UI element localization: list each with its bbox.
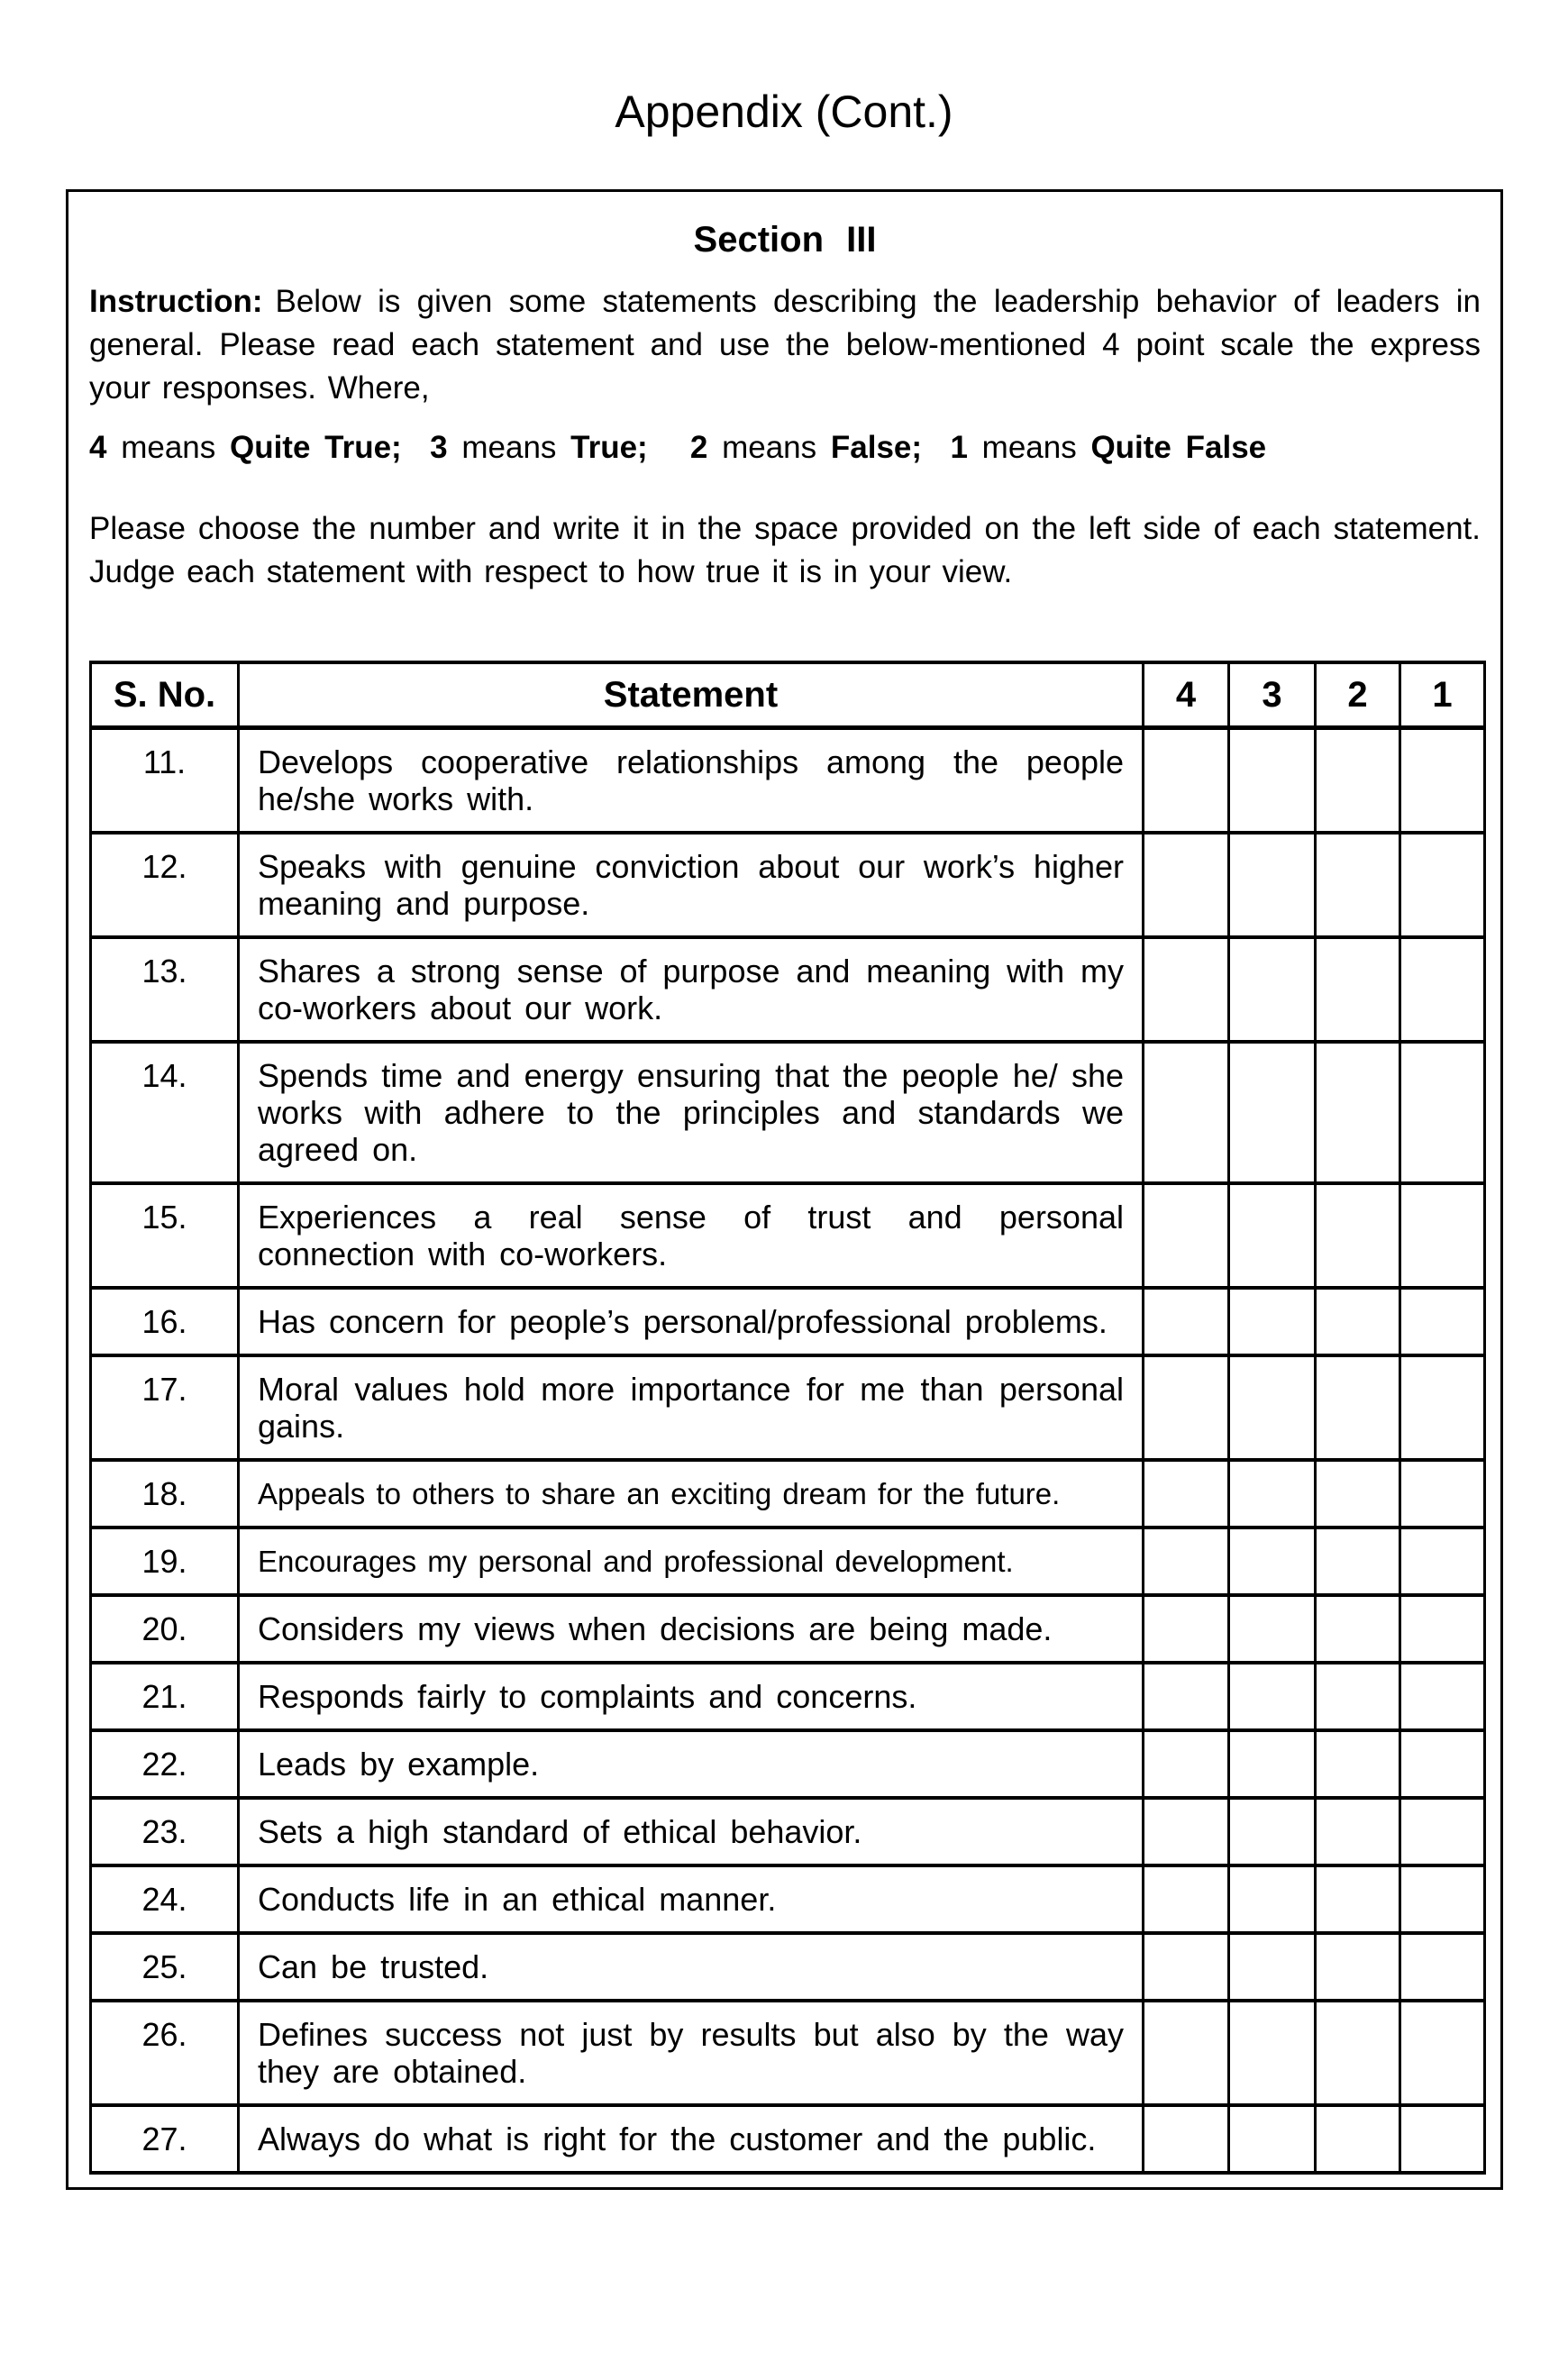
statement-number: 21. bbox=[91, 1663, 239, 1730]
rating-cell-4[interactable] bbox=[1144, 1183, 1229, 1288]
statement-text: Spends time and energy ensuring that the people he/ she works with adhere to the principles and standards we agreed on. bbox=[239, 1042, 1144, 1183]
statement-text: Speaks with genuine conviction about our work’s higher meaning and purpose. bbox=[239, 833, 1144, 937]
rating-cell-4[interactable] bbox=[1144, 1042, 1229, 1183]
table-row bbox=[91, 1042, 1485, 1183]
rating-cell-3[interactable] bbox=[1229, 1798, 1316, 1865]
rating-cell-2[interactable] bbox=[1316, 2001, 1400, 2105]
rating-cell-1[interactable] bbox=[1400, 2001, 1485, 2105]
rating-cell-1[interactable] bbox=[1400, 1730, 1485, 1798]
statement-text: Responds fairly to complaints and concerns. bbox=[239, 1663, 1144, 1730]
statement-number: 19. bbox=[91, 1528, 239, 1595]
statement-number: 12. bbox=[91, 833, 239, 937]
rating-cell-4[interactable] bbox=[1144, 2105, 1229, 2173]
rating-cell-4[interactable] bbox=[1144, 1933, 1229, 2001]
rating-cell-1[interactable] bbox=[1400, 1460, 1485, 1528]
scale-segment: means bbox=[106, 430, 230, 465]
statement-number: 26. bbox=[91, 2001, 239, 2105]
statement-number: 27. bbox=[91, 2105, 239, 2173]
rating-cell-3[interactable] bbox=[1229, 1355, 1316, 1460]
header-rating-4: 4 bbox=[1144, 662, 1229, 728]
rating-cell-1[interactable] bbox=[1400, 1798, 1485, 1865]
page-title: Appendix (Cont.) bbox=[615, 87, 953, 137]
statement-number: 24. bbox=[91, 1865, 239, 1933]
header-statement: Statement bbox=[239, 662, 1144, 728]
rating-cell-1[interactable] bbox=[1400, 1595, 1485, 1663]
scale-segment: False; bbox=[830, 430, 923, 465]
scale-segment: Quite False bbox=[1090, 430, 1267, 465]
scale-segment: 1 bbox=[950, 430, 968, 465]
rating-cell-3[interactable] bbox=[1229, 1528, 1316, 1595]
rating-cell-3[interactable] bbox=[1229, 937, 1316, 1042]
statement-text: Has concern for people’s personal/professional problems. bbox=[239, 1288, 1144, 1355]
statement-number: 16. bbox=[91, 1288, 239, 1355]
rating-cell-1[interactable] bbox=[1400, 728, 1485, 834]
table-row bbox=[91, 937, 1485, 1042]
rating-cell-4[interactable] bbox=[1144, 1798, 1229, 1865]
rating-cell-3[interactable] bbox=[1229, 1042, 1316, 1183]
rating-cell-3[interactable] bbox=[1229, 1663, 1316, 1730]
instruction-label: Instruction: bbox=[89, 284, 263, 319]
rating-cell-2[interactable] bbox=[1316, 1183, 1400, 1288]
rating-cell-3[interactable] bbox=[1229, 2105, 1316, 2173]
rating-cell-3[interactable] bbox=[1229, 728, 1316, 834]
scale-segment: True; bbox=[570, 430, 648, 465]
statement-number: 18. bbox=[91, 1460, 239, 1528]
statement-text: Always do what is right for the customer and the public. bbox=[239, 2105, 1144, 2173]
rating-cell-1[interactable] bbox=[1400, 833, 1485, 937]
scale-segment: Quite True; bbox=[229, 430, 402, 465]
scale-segment: means bbox=[967, 430, 1091, 465]
rating-cell-3[interactable] bbox=[1229, 1460, 1316, 1528]
statement-text: Sets a high standard of ethical behavior. bbox=[239, 1798, 1144, 1865]
rating-cell-1[interactable] bbox=[1400, 937, 1485, 1042]
table-row bbox=[91, 833, 1485, 937]
rating-cell-4[interactable] bbox=[1144, 1865, 1229, 1933]
rating-cell-2[interactable] bbox=[1316, 1663, 1400, 1730]
header-rating-1: 1 bbox=[1400, 662, 1485, 728]
rating-cell-1[interactable] bbox=[1400, 1288, 1485, 1355]
header-rating-2: 2 bbox=[1316, 662, 1400, 728]
rating-cell-2[interactable] bbox=[1316, 1460, 1400, 1528]
rating-cell-4[interactable] bbox=[1144, 728, 1229, 834]
table-row bbox=[91, 1288, 1485, 1355]
scale-segment bbox=[648, 430, 690, 465]
statement-number: 11. bbox=[91, 728, 239, 834]
table-row bbox=[91, 1730, 1485, 1798]
instruction-paragraph bbox=[89, 280, 1481, 410]
statement-number: 22. bbox=[91, 1730, 239, 1798]
table-row bbox=[91, 1528, 1485, 1595]
scale-segment: 2 bbox=[689, 430, 708, 465]
table-row bbox=[91, 1460, 1485, 1528]
scale-segment bbox=[402, 430, 430, 465]
rating-cell-4[interactable] bbox=[1144, 937, 1229, 1042]
statement-number: 25. bbox=[91, 1933, 239, 2001]
rating-cell-1[interactable] bbox=[1400, 1042, 1485, 1183]
statement-text: Moral values hold more importance for me than personal gains. bbox=[239, 1355, 1144, 1460]
rating-cell-2[interactable] bbox=[1316, 1042, 1400, 1183]
rating-cell-1[interactable] bbox=[1400, 1528, 1485, 1595]
rating-cell-4[interactable] bbox=[1144, 1355, 1229, 1460]
scale-segment: 3 bbox=[430, 430, 448, 465]
rating-cell-1[interactable] bbox=[1400, 1355, 1485, 1460]
rating-cell-3[interactable] bbox=[1229, 1595, 1316, 1663]
scale-segment: means bbox=[707, 430, 831, 465]
rating-cell-2[interactable] bbox=[1316, 833, 1400, 937]
statements-table bbox=[89, 661, 1486, 2175]
header-rating-3: 3 bbox=[1229, 662, 1316, 728]
rating-cell-4[interactable] bbox=[1144, 833, 1229, 937]
rating-cell-4[interactable] bbox=[1144, 1730, 1229, 1798]
table-header-row bbox=[91, 662, 1485, 728]
statement-number: 15. bbox=[91, 1183, 239, 1288]
rating-cell-4[interactable] bbox=[1144, 1663, 1229, 1730]
table-row bbox=[91, 1933, 1485, 2001]
statement-number: 17. bbox=[91, 1355, 239, 1460]
rating-cell-2[interactable] bbox=[1316, 1288, 1400, 1355]
rating-cell-1[interactable] bbox=[1400, 2105, 1485, 2173]
rating-cell-2[interactable] bbox=[1316, 2105, 1400, 2173]
rating-scale-line bbox=[89, 426, 1481, 470]
rating-cell-3[interactable] bbox=[1229, 1288, 1316, 1355]
rating-cell-4[interactable] bbox=[1144, 1288, 1229, 1355]
instruction-text: Below is given some statements describing the leadership behavior of leaders in general. Please read each statement and use the below-mentioned 4 point scale the express your responses. Where, bbox=[89, 284, 1481, 406]
table-row bbox=[91, 728, 1485, 834]
table-row bbox=[91, 1595, 1485, 1663]
table-row bbox=[91, 1183, 1485, 1288]
rating-cell-4[interactable] bbox=[1144, 1595, 1229, 1663]
table-row bbox=[91, 2001, 1485, 2105]
rating-cell-2[interactable] bbox=[1316, 728, 1400, 834]
rating-cell-2[interactable] bbox=[1316, 1798, 1400, 1865]
rating-cell-1[interactable] bbox=[1400, 1865, 1485, 1933]
table-row bbox=[91, 1355, 1485, 1460]
statement-number: 20. bbox=[91, 1595, 239, 1663]
statement-number: 13. bbox=[91, 937, 239, 1042]
statement-text: Encourages my personal and professional development. bbox=[239, 1528, 1144, 1595]
table-row bbox=[91, 1798, 1485, 1865]
rating-cell-2[interactable] bbox=[1316, 1595, 1400, 1663]
statement-text: Leads by example. bbox=[239, 1730, 1144, 1798]
rating-cell-2[interactable] bbox=[1316, 1865, 1400, 1933]
section-box bbox=[66, 189, 1503, 2190]
rating-cell-2[interactable] bbox=[1316, 1730, 1400, 1798]
rating-cell-1[interactable] bbox=[1400, 1933, 1485, 2001]
statement-text: Develops cooperative relationships among the people he/she works with. bbox=[239, 728, 1144, 834]
rating-cell-2[interactable] bbox=[1316, 1933, 1400, 2001]
rating-cell-2[interactable] bbox=[1316, 1528, 1400, 1595]
rating-cell-3[interactable] bbox=[1229, 1865, 1316, 1933]
rating-cell-3[interactable] bbox=[1229, 1730, 1316, 1798]
statement-number: 23. bbox=[91, 1798, 239, 1865]
table-row bbox=[91, 1865, 1485, 1933]
statement-text: Defines success not just by results but also by the way they are obtained. bbox=[239, 2001, 1144, 2105]
rating-cell-3[interactable] bbox=[1229, 2001, 1316, 2105]
scale-segment: 4 bbox=[89, 430, 107, 465]
rating-cell-4[interactable] bbox=[1144, 1460, 1229, 1528]
rating-cell-3[interactable] bbox=[1229, 1183, 1316, 1288]
rating-cell-2[interactable] bbox=[1316, 1355, 1400, 1460]
rating-cell-3[interactable] bbox=[1229, 1933, 1316, 2001]
note-paragraph: Please choose the number and write it in the space provided on the left side of each statement. Judge each statement with respect to how true it is in your view. bbox=[89, 511, 1481, 589]
table-row bbox=[91, 2105, 1485, 2173]
scale-segment: means bbox=[447, 430, 571, 465]
rating-cell-4[interactable] bbox=[1144, 2001, 1229, 2105]
statement-text: Experiences a real sense of trust and personal connection with co-workers. bbox=[239, 1183, 1144, 1288]
scale-segment bbox=[922, 430, 950, 465]
rating-cell-4[interactable] bbox=[1144, 1528, 1229, 1595]
section-heading: Section III bbox=[693, 220, 877, 260]
statement-text: Considers my views when decisions are being made. bbox=[239, 1595, 1144, 1663]
rating-cell-3[interactable] bbox=[1229, 833, 1316, 937]
statement-text: Can be trusted. bbox=[239, 1933, 1144, 2001]
statement-text: Conducts life in an ethical manner. bbox=[239, 1865, 1144, 1933]
header-sno: S. No. bbox=[91, 662, 239, 728]
table-row bbox=[91, 1663, 1485, 1730]
rating-cell-2[interactable] bbox=[1316, 937, 1400, 1042]
statement-text: Appeals to others to share an exciting dream for the future. bbox=[239, 1460, 1144, 1528]
rating-cell-1[interactable] bbox=[1400, 1183, 1485, 1288]
statement-number: 14. bbox=[91, 1042, 239, 1183]
statement-text: Shares a strong sense of purpose and meaning with my co-workers about our work. bbox=[239, 937, 1144, 1042]
rating-cell-1[interactable] bbox=[1400, 1663, 1485, 1730]
